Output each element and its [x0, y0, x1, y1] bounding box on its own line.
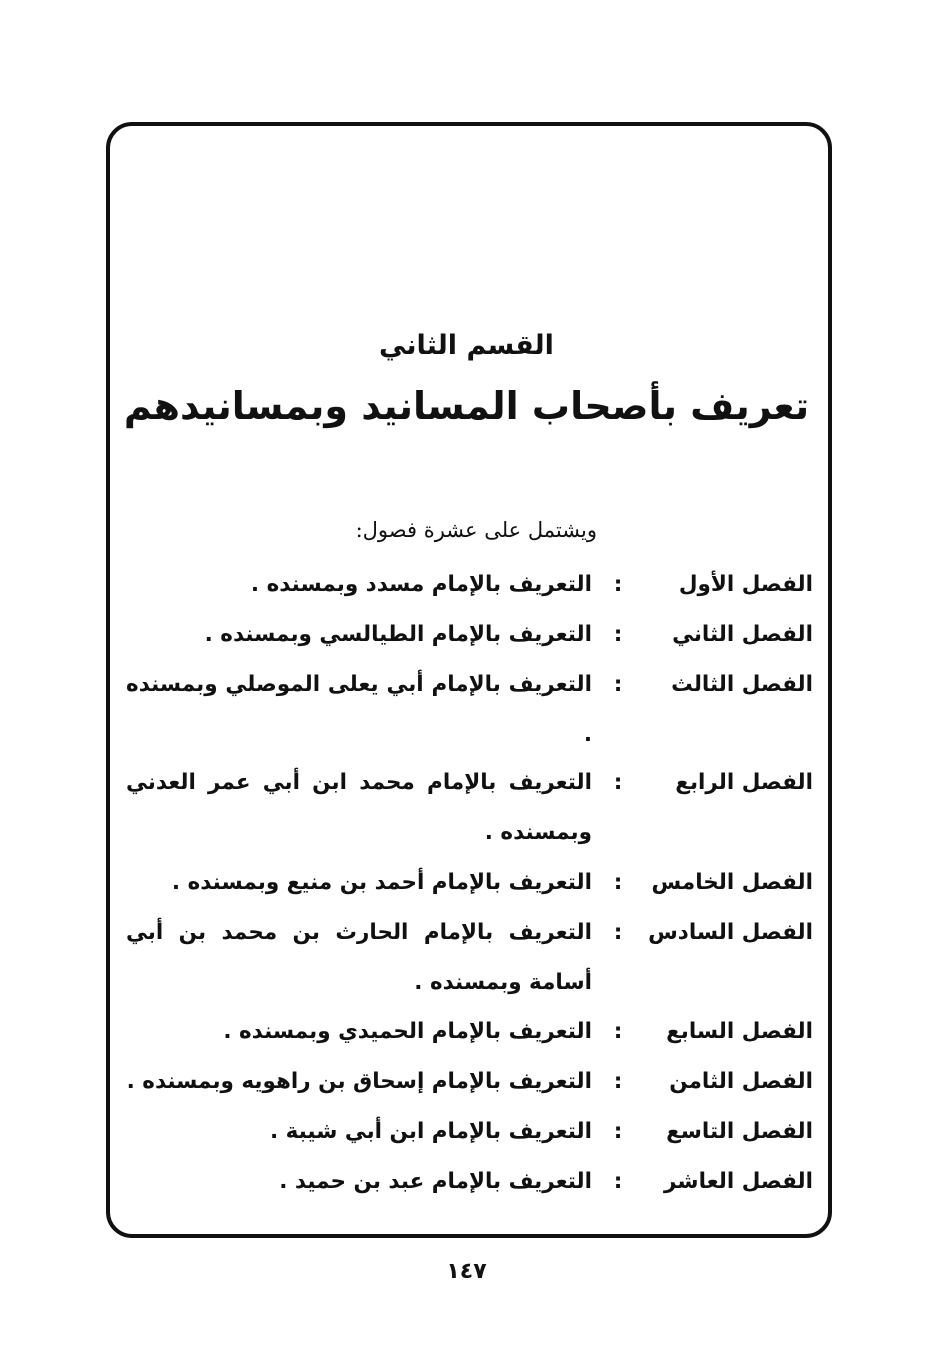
chapter-name: الفصل العاشر — [664, 1169, 813, 1194]
chapter-row-5 — [0, 858, 933, 908]
chapter-description: التعريف بالإمام الطيالسي وبمسنده . — [204, 622, 592, 647]
chapter-row-1 — [0, 560, 933, 610]
chapter-name: الفصل الثالث — [671, 672, 813, 697]
chapter-name: الفصل الثاني — [672, 622, 813, 647]
page-title: تعريف بأصحاب المسانيد وبمسانيدهم — [123, 384, 810, 428]
chapter-description: التعريف بالإمام محمد ابن أبي عمر العدني وبمسنده . — [126, 770, 592, 845]
chapter-row-7 — [0, 1007, 933, 1057]
chapter-separator: : — [613, 870, 623, 895]
page-number: ١٤٧ — [446, 1259, 487, 1284]
chapter-name: الفصل السابع — [666, 1019, 813, 1044]
chapter-description: التعريف بالإمام أحمد بن منيع وبمسنده . — [171, 870, 592, 895]
chapter-description: التعريف بالإمام إسحاق بن راهويه وبمسنده . — [126, 1069, 592, 1094]
chapter-separator: : — [613, 1119, 623, 1144]
chapter-separator: : — [613, 1019, 623, 1044]
chapter-separator: : — [613, 672, 623, 697]
chapter-name: الفصل الأول — [678, 572, 813, 597]
chapter-separator: : — [613, 1169, 623, 1194]
chapter-description: التعريف بالإمام أبي يعلى الموصلي وبمسنده . — [126, 672, 592, 747]
chapter-row-10 — [0, 1157, 933, 1207]
chapter-description: التعريف بالإمام الحارث بن محمد بن أبي أسامة وبمسنده . — [126, 920, 592, 995]
chapter-separator: : — [613, 622, 623, 647]
chapter-row-9 — [0, 1107, 933, 1157]
chapter-separator: : — [613, 920, 623, 945]
chapter-description: التعريف بالإمام مسدد وبمسنده . — [250, 572, 592, 597]
chapter-description: التعريف بالإمام الحميدي وبمسنده . — [223, 1019, 592, 1044]
chapter-row-8 — [0, 1057, 933, 1107]
chapter-row-6 — [0, 908, 933, 1008]
section-label: القسم الثاني — [379, 330, 554, 361]
chapter-separator: : — [613, 572, 623, 597]
chapter-name: الفصل السادس — [648, 920, 813, 945]
chapter-separator: : — [613, 770, 623, 795]
chapter-separator: : — [613, 1069, 623, 1094]
chapter-name: الفصل الثامن — [669, 1069, 813, 1094]
chapter-row-3 — [0, 660, 933, 760]
chapter-row-2 — [0, 610, 933, 660]
chapter-row-4 — [0, 758, 933, 858]
chapter-name: الفصل التاسع — [666, 1119, 813, 1144]
chapter-description: التعريف بالإمام ابن أبي شيبة . — [269, 1119, 592, 1144]
chapter-name: الفصل الخامس — [651, 870, 813, 895]
chapter-description: التعريف بالإمام عبد بن حميد . — [279, 1169, 592, 1194]
intro-text: ويشتمل على عشرة فصول: — [355, 518, 597, 542]
chapter-name: الفصل الرابع — [675, 770, 813, 795]
